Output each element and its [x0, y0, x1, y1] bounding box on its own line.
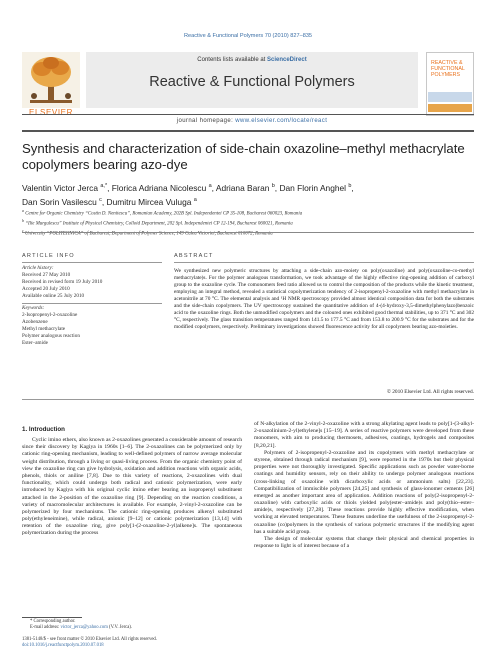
article-history [22, 265, 162, 300]
affiliation-text: Centre for Organic Chemistry “Costin D. Nenitescu”, Romanian Academy, 202B Spl. Independentei CP 35-108, Bucharest 060023, Romania [25, 211, 303, 217]
history-label: Article history: [22, 265, 54, 271]
keyword: Ester–amide [22, 339, 48, 346]
cover-title-line: POLYMERS [431, 72, 461, 79]
author-name[interactable]: Adriana Baran [215, 182, 270, 193]
homepage-prefix: journal homepage: [176, 118, 236, 124]
keyword: Azobenzene [22, 318, 48, 325]
section-heading: 1. Introduction [22, 426, 65, 433]
affiliation-mark: c [22, 228, 24, 234]
keyword: Methyl methacrylate [22, 325, 66, 332]
publisher-name: ELSEVIER [29, 108, 73, 117]
author-affiliation-mark: a [208, 183, 212, 189]
email-line [22, 625, 242, 631]
cover-title-line: FUNCTIONAL [431, 66, 465, 73]
keywords-label: Keywords: [22, 305, 45, 311]
elsevier-tree-logo [22, 52, 80, 108]
affiliation-divider [22, 232, 474, 233]
keyword: Polymer analogous reaction [22, 332, 80, 339]
abstract-copyright: © 2010 Elsevier Ltd. All rights reserved. [386, 389, 474, 395]
journal-title: Reactive & Functional Polymers [149, 74, 355, 90]
keyword: 2-Isopropenyl-2-oxazoline [22, 311, 78, 318]
cover-title [426, 60, 474, 79]
abstract-body: We synthesized new polymeric structures by attaching a side-chain azo-moiety on poly(oxazoline) and poly(oxazoline-co-methyl methacrylate)s. For the polymer analogous transformation, we took advantage of the highly effective ring-opening addition of carboxyl group to the oxazoline cycle. The comonomers feed ratio allowed us to control the composition of the products while the kinetic treatment, employing an integral method, revealed a statistical copolymerization tendency of 2-isopropenyl-2-oxazoline with methyl methacrylate in acetonitrile at 70 °C. The elemental analysis and ¹H NMR spectroscopy provided almost identical composition data for both the substrates and the side-chain copolymers. The UV spectroscopy sustained the quantitative addition of 4-(4-hydroxy-3,5-dimethylphenylazo)benzoic acid to the oxazoline rings. Both the unmodified copolymers and the coloured ones exhibited good thermal stabilities, up to 371 °C and 302 °C, respectively. The glass transition temperatures ranged from 141.5 to 177.5 °C and from 153.8 to 200.9 °C for the substrates and for the modified copolymers, respectively. Preliminary investigations showed fluorescence activity for all copolymers bearing azo-moieties. [174, 268, 474, 331]
article-info-divider [22, 262, 162, 263]
abstract-bottom-divider [22, 399, 474, 400]
affiliation [22, 228, 474, 238]
email-label: E-mail address: [30, 625, 61, 631]
affiliation-mark: b [22, 218, 24, 224]
cover-graphic-band [428, 92, 472, 102]
cover-graphic-band [428, 104, 472, 112]
body-paragraph: Polymers of 2-isopropenyl-2-oxazoline and its copolymers with methyl methacrylate or styrene, obtained through radical mechanism [9], were reported in the 1970s but their physical properties were not thoroughly investigated. Specific applications such as powder water-borne coatings and humidity sensors, rely on their ability to undergo polymer analogous reactions (cross-linking of oxazoline with dicarboxylic acids or ammonium salts) [22,23]. Compatibilization of immiscible polymers [24,25] and synthesis of glass-ionomer cements [26] emerged as another important area of application. Addition reactions of poly(2-isopropenyl-2-oxazoline) with carboxylic acids or thiols yielded poly(ester–amide)s and poly(thio–ester–amide)s, respectively [27,28]. These reactions provide highly effective modification, when working at elevated temperatures. These features underline the usefulness of the 2-isopropenyl-2-oxazoline (co)polymers in the synthesis of various polymeric structures if the modifying agent has a suitable acid group. [254, 449, 474, 535]
author-affiliation-mark: a,* [100, 183, 108, 189]
author-affiliation-mark: b [348, 183, 352, 189]
affiliation [22, 218, 474, 228]
author-affiliation-mark: c [99, 197, 102, 204]
author-name[interactable]: Dan Florin Anghel [279, 182, 347, 193]
corresponding-author-footnote [22, 619, 242, 632]
affiliation [22, 208, 474, 218]
title-line: Synthesis and characterization of side-chain oxazoline–methyl methacrylate [22, 141, 465, 156]
body-paragraph: Cyclic imino ethers, also known as 2-oxazolines generated a considerable amount of research since their discovery by Kagiya in 1960s [1–6]. The 2-oxazolines can be polymerized only by cationic ring-opening mechanism, leading to well-defined polymers of narrow average molecular weight distribution, through a living or quasi-living process. From the organic chemistry point of view the oxazoline ring can give hydrolysis, oxidation and addition reactions with organic acids, phenols, thiols or aniline [7,8]. Due to this variety of reactions, 2-oxazolines with dual functionality, which could undergo both radical and cationic polymerization, were early introduced by Kagiya with his original cyclic imino ether bearing an isopropenyl substituent attached in the 2-position of the oxazoline ring [9]. Depending on the reaction conditions, a variety of macromolecular architectures is available. For example, 2-vinyl-2-oxazoline can be polymerized by four mechanisms. The cationic ring-opening produces alkenyl substituted poly(ethyleneimine), while radical, anionic [9–12] or cationic polymerization [13,14] with retention of the oxazoline ring, give poly[1-(2-oxazoline-2-yl)alkene]s. The spontaneous polymerization during the process [22, 437, 242, 537]
corresponding-note: * Corresponding author. [30, 619, 76, 624]
history-item: Received in revised form 19 July 2010 [22, 278, 103, 285]
front-matter-line: 1381-5148/$ - see front matter © 2010 Elsevier Ltd. All rights reserved. [22, 637, 157, 642]
author-affiliation-mark: a [193, 197, 197, 204]
author-list: Valentin Victor Jerca $^{a,*}$, Florica Adriana Nicolescu $^a$, Adriana Baran $^b$, Dan Florin Anghel $^b$, Dan Sorin Vasilescu $^c$, Dumitru Mircea Vuluga $^a$ [22, 182, 354, 208]
masthead-divider [22, 114, 474, 115]
keywords-divider [22, 303, 162, 304]
abstract-divider [174, 262, 474, 263]
cover-title-line: REACTIVE & [431, 60, 463, 66]
history-item: Available online 25 July 2010 [22, 292, 85, 299]
title-line: copolymers bearing azo-dye [22, 157, 188, 172]
author-name[interactable]: Dumitru Mircea Vuluga [106, 197, 192, 208]
abstract-heading: ABSTRACT [174, 253, 214, 259]
header-divider [22, 130, 474, 132]
homepage-link[interactable]: www.elsevier.com/locate/react [235, 118, 328, 124]
article-title [22, 141, 474, 173]
journal-homepage-line [86, 118, 418, 124]
keyword-list [22, 305, 162, 346]
body-paragraph: The design of molecular systems that change their physical and chemical properties in response to light is of interest because of a [254, 536, 474, 550]
author-name[interactable]: Dan Sorin Vasilescu [22, 197, 97, 208]
body-paragraph: of N-alkylation of the 2-vinyl-2-oxazoline with a strong alkylating agent leads to poly[1-(3-alkyl-2-oxazolinium-2-yl)ethylene]s [15–19]. A series of reactive polymers were developed from these monomers, with aim to producing thermosets, adhesives, coatings, hydrogels and composites [8,20,21]. [254, 421, 474, 449]
affiliation-text: “Ilie Murgulescu” Institute of Physical Chemistry, Colloid Department, 202 Spl. Independentei CP 12-194, Bucharest 060021, Romania [25, 221, 293, 227]
author-name[interactable]: Florica Adriana Nicolescu [111, 182, 207, 193]
journal-citation: Reactive & Functional Polymers 70 (2010) 827–835 [183, 33, 313, 39]
body-column-left [22, 437, 242, 538]
contents-availability-line [86, 57, 418, 63]
affiliation-text: University “POLITEHNICA” of Bucharest, Department of Polymer Science, 149 Calea Victoriei, Bucharest 010072, Romania [25, 232, 273, 238]
affiliation-mark: a [22, 208, 24, 213]
history-item: Received 27 May 2010 [22, 271, 71, 278]
history-item: Accepted 20 July 2010 [22, 285, 70, 292]
article-info-heading: ARTICLE INFO [22, 253, 75, 259]
author-name[interactable]: Valentin Victor Jerca [22, 182, 99, 193]
email-suffix: (V.V. Jerca). [107, 625, 133, 631]
footnote-divider [22, 617, 82, 618]
front-matter [22, 637, 322, 650]
doi-link[interactable]: doi:10.1016/j.reactfunctpolym.2010.07.018 [22, 643, 104, 649]
contents-prefix: Contents lists available at [197, 57, 267, 63]
author-email-link[interactable]: victor_jerca@yahoo.com [60, 625, 108, 631]
author-affiliation-mark: b [271, 183, 275, 189]
sciencedirect-link[interactable]: ScienceDirect [267, 57, 307, 63]
body-column-right [254, 421, 474, 550]
affiliation-list [22, 208, 474, 239]
